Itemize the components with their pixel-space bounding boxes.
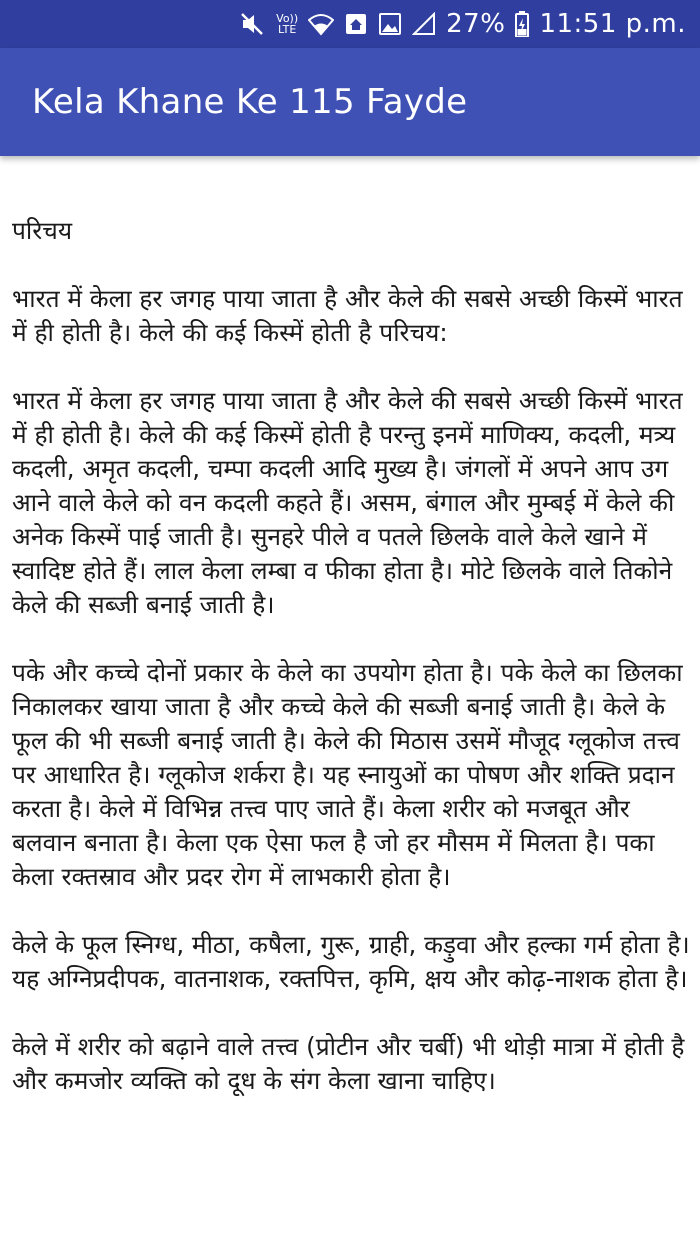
article-paragraph: केले के फूल स्निग्ध, मीठा, कषैला, गुरू, ग्राही, कड़ुवा और हल्का गर्म होता है। यह अग्निप्रदीपक, वातनाशक, रक्तपित्त, कृमि, क्षय और कोढ़-नाशक होता है। — [12, 930, 690, 993]
battery-icon — [515, 11, 529, 37]
home-icon — [344, 12, 368, 36]
app-bar — [0, 48, 700, 156]
status-bar — [0, 0, 700, 48]
volte-icon: Vo)) LTE — [276, 12, 299, 36]
article-paragraph: पके और कच्चे दोनों प्रकार के केले का उपयोग होता है। पके केले का छिलका निकालकर खाया जाता है और कच्चे केले की सब्जी बनाई जाती है। केले के फूल की भी सब्जी बनाई जाती है। केले की मिठास उसमें मौजूद ग्लूकोज तत्त्व पर आधारित है। ग्लूकोज शर्करा है। यह स्नायुओं का पोषण और शक्ति प्रदान करता है। केले में विभिन्न तत्त्व पाए जाते हैं। केला शरीर को मजबूत और बलवान बनाता है। केला एक ऐसा फल है जो हर मौसम में मिलता है। पका केला रक्तस्राव और प्रदर रोग में लाभकारी होता है। — [12, 658, 683, 891]
article-heading: परिचय — [12, 216, 73, 245]
signal-icon — [412, 12, 436, 36]
image-icon — [378, 12, 402, 36]
clock: 11:51 p.m. — [539, 9, 686, 39]
app-title: Kela Khane Ke 115 Fayde — [32, 82, 468, 122]
battery-percent: 27% — [446, 9, 506, 39]
article-content — [12, 214, 692, 1132]
article-paragraph: भारत में केला हर जगह पाया जाता है और केले की सबसे अच्छी किस्में भारत में ही होती है। केले की कई किस्में होती है परन्तु इनमें माणिक्य, कदली, मत्र्य कदली, अमृत कदली, चम्पा कदली आदि मुख्य है। जंगलों में अपने आप उग आने वाले केले को वन कदली कहते हैं। असम, बंगाल और मुम्बई में केले की अनेक किस्में पाई जाती है। सुनहरे पीले व पतले छिलके वाले केले खाने में स्वादिष्ट होते हैं। लाल केला लम्बा व फीका होता है। मोटे छिलके वाले तिकोने केले की सब्जी बनाई जाती है। — [12, 386, 683, 619]
wifi-icon — [308, 12, 334, 36]
mute-icon — [240, 12, 266, 36]
article-paragraph: भारत में केला हर जगह पाया जाता है और केले की सबसे अच्छी किस्में भारत में ही होती है। केले की कई किस्में होती है परिचय: — [12, 284, 683, 347]
article-paragraph: केले में शरीर को बढ़ाने वाले तत्त्व (प्रोटीन और चर्बी) भी थोड़ी मात्रा में होती है और कमजोर व्यक्ति को दूध के संग केला खाना चाहिए। — [12, 1032, 685, 1095]
